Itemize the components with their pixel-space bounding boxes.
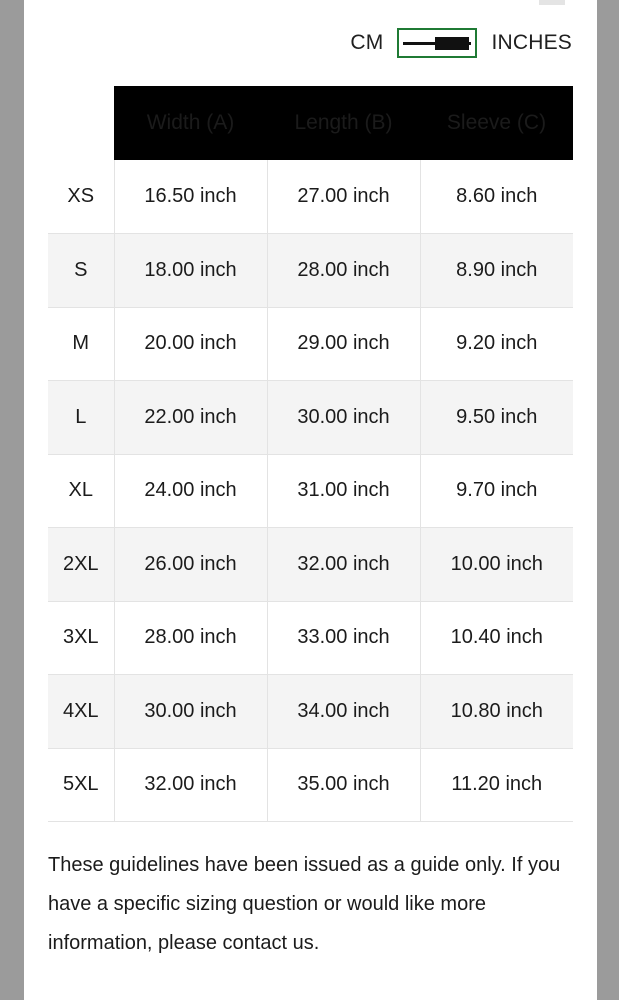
size-chart-table — [48, 86, 573, 822]
cell-length: 27.00 inch — [267, 160, 420, 234]
cell-length: 30.00 inch — [267, 381, 420, 455]
cell-length: 35.00 inch — [267, 748, 420, 822]
unit-toggle-switch[interactable] — [397, 28, 477, 58]
table-row — [48, 601, 573, 675]
cell-width: 32.00 inch — [114, 748, 267, 822]
panel-content — [24, 0, 597, 983]
table-row — [48, 234, 573, 308]
row-size-label: XS — [48, 160, 114, 234]
row-size-label: M — [48, 307, 114, 381]
size-guide-panel — [24, 0, 597, 1000]
row-size-label: L — [48, 381, 114, 455]
cell-length: 29.00 inch — [267, 307, 420, 381]
row-size-label: 3XL — [48, 601, 114, 675]
cell-sleeve: 8.60 inch — [420, 160, 573, 234]
table-row — [48, 748, 573, 822]
unit-toggle-row — [48, 0, 573, 86]
cell-length: 33.00 inch — [267, 601, 420, 675]
row-size-label: 5XL — [48, 748, 114, 822]
cell-length: 28.00 inch — [267, 234, 420, 308]
table-row — [48, 675, 573, 749]
cell-width: 24.00 inch — [114, 454, 267, 528]
cell-sleeve: 9.70 inch — [420, 454, 573, 528]
cell-sleeve: 10.40 inch — [420, 601, 573, 675]
table-body — [48, 160, 573, 822]
row-size-label: S — [48, 234, 114, 308]
cell-sleeve: 8.90 inch — [420, 234, 573, 308]
table-row — [48, 454, 573, 528]
row-size-label: 2XL — [48, 528, 114, 602]
cell-sleeve: 10.80 inch — [420, 675, 573, 749]
table-row — [48, 528, 573, 602]
cell-width: 28.00 inch — [114, 601, 267, 675]
cell-width: 18.00 inch — [114, 234, 267, 308]
cell-length: 31.00 inch — [267, 454, 420, 528]
cell-width: 16.50 inch — [114, 160, 267, 234]
left-gutter — [0, 0, 24, 1000]
unit-label-inches: INCHES — [491, 31, 572, 54]
cell-length: 32.00 inch — [267, 528, 420, 602]
column-header-width: Width (A) — [114, 86, 267, 160]
cell-width: 26.00 inch — [114, 528, 267, 602]
cell-sleeve: 10.00 inch — [420, 528, 573, 602]
top-edge-artifact — [539, 0, 565, 5]
column-header-length: Length (B) — [267, 86, 420, 160]
table-row — [48, 307, 573, 381]
row-size-label: XL — [48, 454, 114, 528]
unit-label-cm: CM — [350, 31, 384, 54]
row-size-label: 4XL — [48, 675, 114, 749]
table-header — [48, 86, 573, 160]
cell-length: 34.00 inch — [267, 675, 420, 749]
toggle-knob[interactable] — [435, 37, 469, 50]
cell-sleeve: 9.50 inch — [420, 381, 573, 455]
table-corner-header — [48, 86, 114, 160]
table-header-row — [48, 86, 573, 160]
table-row — [48, 160, 573, 234]
cell-width: 20.00 inch — [114, 307, 267, 381]
sizing-note: These guidelines have been issued as a guide only. If you have a specific sizing question or would like more information, please contact us. — [48, 854, 561, 954]
table-row — [48, 381, 573, 455]
cell-width: 30.00 inch — [114, 675, 267, 749]
cell-sleeve: 9.20 inch — [420, 307, 573, 381]
cell-width: 22.00 inch — [114, 381, 267, 455]
cell-sleeve: 11.20 inch — [420, 748, 573, 822]
column-header-sleeve: Sleeve (C) — [420, 86, 573, 160]
right-gutter — [597, 0, 619, 1000]
